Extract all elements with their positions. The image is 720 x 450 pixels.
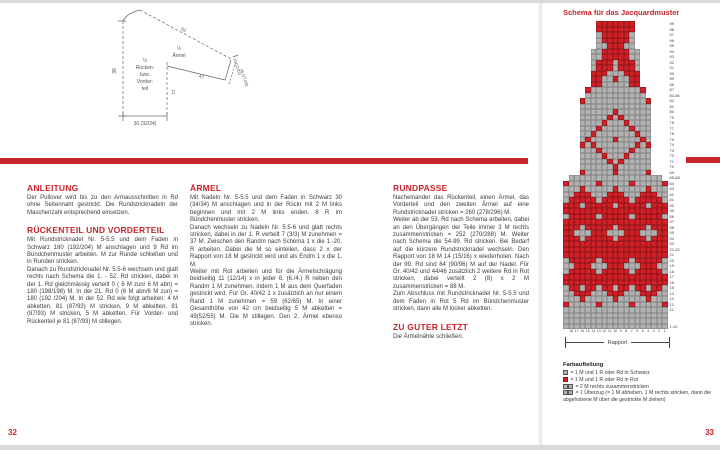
section-heading: ZU GUTER LETZT — [393, 321, 469, 332]
chart-row-number: 80 — [669, 109, 674, 114]
chart-row-number: 77 — [669, 125, 674, 131]
chart-row-number: 69 — [669, 169, 674, 175]
section-heading: ÄRMEL — [190, 183, 222, 193]
legend-item-text: = 1 M und 1 R oder Rd in Schwarz — [569, 370, 650, 376]
chart-column-number: 10 — [613, 329, 618, 333]
double-square-icon — [568, 384, 573, 389]
chart-row-number: 54 — [669, 235, 674, 241]
chart-column-number: 7 — [630, 329, 633, 333]
chart-column-number: 4 — [647, 329, 650, 333]
red-divider-bar-left — [0, 158, 528, 164]
chart-row-number: 22-52 — [669, 246, 680, 252]
body-paragraph: Danach zu Rundstricknadel Nr. 5.5-6 wechseln und glatt rechts nach Schema die 1. - 52. Rd stricken, dabei in der 1. Rd gleichmässig verteilt 0 ( 6 M zun/ 6 M abn) = 180 (198/198) M. In der 21. Rd 0 (6 M abn/6 M zun) = 180 (192 /204) M. In der 52. Rd wie folgt arbeiten: 4 M abketten, 81 (87/93) M stricken, 9 M abketten, 81 (87/93) M stricken, 5 M abketten. Für Vorder- und Rückenteil je 81 (87/93) M stillegen. — [27, 266, 178, 325]
chart-row-number: 91 — [669, 65, 674, 70]
photo-edge-top — [0, 0, 720, 3]
body-width-label: 30 (32/34) — [133, 121, 157, 127]
body-paragraph: Weiter ab der 53. Rd nach Schema arbeiten, dabei an den Übergängen der Teile immer 3 M rechts zusammenstricken = 252 (270/288) M. Weiter nach Schema die 54-99. Rd stricken. Bei Bedarf auf die kürzere Rundstricknadel wechseln. Den Rapport von 18 M 14 (15/16) x wiederholen. Nach der 99. Rd sind 84 (90/96) M auf der Nadel. Für Gr. 40/42 und 44/46 zusätzlich 2 weitere Rd in Rot stricken, dabei verteilt 2 (8) x 2 M zusammenstricken = 88 M. — [393, 217, 529, 290]
body-label-line: ½ — [142, 58, 148, 64]
chart-row-number: 94 — [669, 48, 674, 54]
chart-row-number: 57 — [669, 219, 674, 224]
gray-square-icon — [563, 370, 568, 375]
sleeve-cuff-line — [225, 60, 231, 80]
chart-column-numbers — [563, 329, 680, 334]
chart-row-number: 53 — [669, 241, 674, 246]
body-paragraph: Der Pullover wird bis zu den Armausschnitten in Rd ohne Seitennaht gestrickt. Die Rundstricknadeln der Maschenzahl entsprechend einsetzen. — [27, 195, 178, 216]
chart-row-number: 90 — [669, 70, 674, 76]
chart-row-number: 88 — [669, 81, 674, 87]
chart-row-number: 87 — [669, 87, 674, 92]
chart-row-number: 73 — [669, 147, 674, 153]
body-height-label: 38 — [112, 68, 118, 74]
chart-row-number: 93 — [669, 54, 674, 59]
chart-row-number: 75 — [669, 136, 674, 142]
chart-row-number: 95 — [669, 43, 674, 48]
chart-row-number: 97 — [669, 32, 674, 37]
legend-item-text: = 1 M und 1 R oder Rd in Rot — [569, 376, 639, 383]
chart-row-number: 74 — [669, 142, 674, 147]
legend-items — [563, 370, 715, 404]
chart-row-number: 81 — [669, 103, 674, 109]
text-column-3 — [393, 183, 529, 349]
section-heading: ANLEITUNG — [27, 183, 79, 193]
chart-column-number: 16 — [580, 329, 585, 333]
sleeve-label-line: Ärmel — [172, 53, 186, 59]
chart-row-number: 16 — [669, 279, 674, 285]
body-paragraph: Mit Rundstricknadel Nr. 5-5.5 und dem Faden in Schwarz 180 (192/204) M anschlagen und 9 Rd im Bündchenmuster arbeiten. M zur Runde schließen und in Runden stricken. — [27, 237, 178, 266]
chart-row-number: 98 — [669, 26, 674, 32]
legend-item — [563, 370, 715, 377]
chart-row-number: 76 — [669, 131, 674, 136]
body-paragraph: Weiter mit Rot arbeiten und für die Ärmelschrägung beidseitig 11 (12/14) x in jeder 6. (6./4.) R neben den Randm 1 M zunehmen, indem 1 M aus dem Querfaden gestrickt wird. Für Gr. 40/42 1 x zusätzlich an nur einem Rand 1 M zunehmen = 59 (62/65) M. In einer Gesamthöhe von 42 cm beidseitig 5 M abketten = 49(52/55) M. Die M stillegen. Den 2. Ärmel ebenso stricken. — [190, 269, 342, 327]
page-number-right: 33 — [705, 428, 714, 437]
body-side-label: 21 — [171, 89, 176, 95]
body-label-line: Vorder- — [136, 79, 154, 85]
chart-row-number: 61 — [669, 197, 674, 202]
chart-row-number: 63 — [669, 186, 674, 191]
section-heading: RÜCKENTEIL UND VORDERTEIL — [27, 225, 165, 236]
garment-schematic — [95, 4, 265, 144]
chart-row-number: 13 — [669, 296, 674, 301]
chart-row-number: 14 — [669, 290, 674, 296]
chart-column-number: 14 — [591, 329, 596, 333]
red-divider-bar-right — [686, 157, 720, 163]
rapport-bracket — [565, 337, 670, 348]
legend-item — [563, 377, 715, 384]
chart-row-number: 72 — [669, 153, 674, 158]
chart-row-number: 71 — [669, 158, 674, 164]
double-square-icon — [568, 390, 573, 395]
upper-arm-width-label: 26 (27/28) — [239, 68, 250, 87]
sleeve-label-line: ½ — [176, 46, 182, 52]
cuff-width-label: 10 (11/11) — [232, 57, 243, 76]
chart-row-number: 92 — [669, 59, 674, 65]
chart-row-number: 62 — [669, 191, 674, 197]
chart-row-number: 21 — [669, 252, 674, 257]
color-legend — [563, 362, 715, 404]
chart-column-number: 15 — [585, 329, 590, 333]
section-rueckenteil — [27, 225, 178, 326]
chart-column-number: 3 — [652, 329, 655, 333]
body-label-line: teil — [141, 86, 149, 92]
section-aermel — [190, 183, 342, 328]
chart-column-number: 13 — [596, 329, 601, 333]
body-paragraph: Zum Abschluss mit Rundstricknadel Nr. 5-5.5 und dem Faden in Rot 5 Rd im Bündchenmuster stricken, dann alle M locker abketten. — [393, 291, 529, 313]
chart-row-number: 89 — [669, 76, 674, 81]
rapport-line-left — [566, 342, 604, 343]
height-ticks — [118, 21, 126, 116]
chart-column-number: 8 — [625, 329, 628, 333]
section-heading: RUNDPASSE — [393, 183, 448, 193]
chart-column-number: 17 — [574, 329, 579, 333]
raglan-line — [140, 10, 231, 59]
chart-row-number: 64 — [669, 180, 674, 186]
legend-item-text: = 2 M rechts zusammenstricken — [574, 383, 649, 390]
chart-row-number: 17 — [669, 274, 674, 279]
chart-row-number: 78 — [669, 120, 674, 125]
chart-row-number: 59 — [669, 208, 674, 213]
neck-curve — [123, 10, 140, 21]
section-anleitung — [27, 183, 178, 217]
section-zu-guter-letzt — [393, 322, 529, 341]
chart-column-number: 9 — [619, 329, 622, 333]
chart-column-number: 18 — [569, 329, 574, 333]
legend-item — [563, 390, 715, 404]
body-paragraph: Nacheinander das Rückenteil, einen Ärmel, das Vorderteil und den zweiten Ärmel auf eine Rundstricknadel stricken = 260 (278/296) M. — [393, 195, 529, 216]
chart-column-number: 2 — [658, 329, 661, 333]
chart-row-number: 96 — [669, 37, 674, 43]
width-ticks — [123, 112, 167, 121]
text-column-1 — [27, 183, 178, 334]
section-rundpasse — [393, 183, 529, 314]
page-fold — [538, 3, 543, 445]
text-column-2 — [190, 183, 342, 336]
chart-row-number: 11 — [669, 307, 674, 312]
legend-item-text: = 1 Überzug (= 1 M abheben, 1 M rechts stricken, dann die abgehobene M über die gestrickte M ziehen) — [563, 390, 711, 404]
body-paragraph: Mit Nadeln Nr. 5-5.5 und dem Faden in Schwarz 30 (34/34) M anschlagen und in der Rückr mit 2 M links beginnen und mit 2 M links enden. 8 R im Bündchenmuster stricken. — [190, 195, 342, 224]
body-paragraph: Die Ärmelnähte schließen. — [393, 333, 464, 340]
page-number-left: 32 — [8, 428, 17, 437]
rapport-label: Rapport — [607, 339, 628, 346]
chart-column-number: 12 — [602, 329, 607, 333]
chart-row-number: 79 — [669, 114, 674, 120]
chart-row-number: 18 — [669, 268, 674, 274]
chart-column-number: 5 — [641, 329, 644, 333]
chart-row-number: 70 — [669, 164, 674, 169]
sleeve-underarm-line — [167, 66, 225, 80]
chart-column-number: 1 — [663, 329, 666, 333]
jacquard-chart — [563, 21, 680, 334]
body-label-line: Rücken- — [135, 65, 155, 71]
chart-row-number: 12 — [669, 301, 674, 307]
raglan-length-label: 62 — [180, 26, 188, 34]
chart-row-number: 83-86 — [669, 92, 680, 98]
chart-column-number: 11 — [607, 329, 612, 333]
chart-row-number: 19 — [669, 263, 674, 268]
chart-row-number: 58 — [669, 213, 674, 219]
chart-row-number: 15 — [669, 285, 674, 290]
red-square-icon — [563, 377, 568, 382]
legend-title: Farbaufteilung — [563, 362, 604, 368]
chart-row-number: 99 — [669, 21, 674, 26]
chart-grid — [563, 21, 680, 329]
body-paragraph: Danach wechseln zu Nadeln Nr. 5.5-6 und glatt rechts stricken, dabei in der 1. R verteilt 7 (3/3) M zunehmen = 37 M. Zwischen den Randm nach Schema 1 x die 1.-20. R arbeiten. Dabei die M so einteilen, dass 2 x der Rapport von 18 M gestrickt wird und als Endm 1 x die 1. M. — [190, 224, 342, 268]
chart-row-number: 20 — [669, 257, 674, 263]
chart-row-number: 56 — [669, 224, 674, 230]
sleeve-length-label: 42 — [198, 73, 205, 80]
chart-row-number: 55 — [669, 230, 674, 235]
photo-edge-bottom — [0, 445, 720, 450]
chart-title: Schema für das Jacquardmuster — [563, 8, 680, 17]
body-label-line: bzw. — [139, 72, 151, 78]
chart-column-number: 6 — [636, 329, 639, 333]
chart-row-number: 60 — [669, 202, 674, 208]
chart-row-number: 82 — [669, 98, 674, 103]
rapport-line-right — [631, 342, 669, 343]
chart-row-number: 65-68 — [669, 175, 680, 180]
chart-row-number: 1-10 — [669, 323, 678, 329]
